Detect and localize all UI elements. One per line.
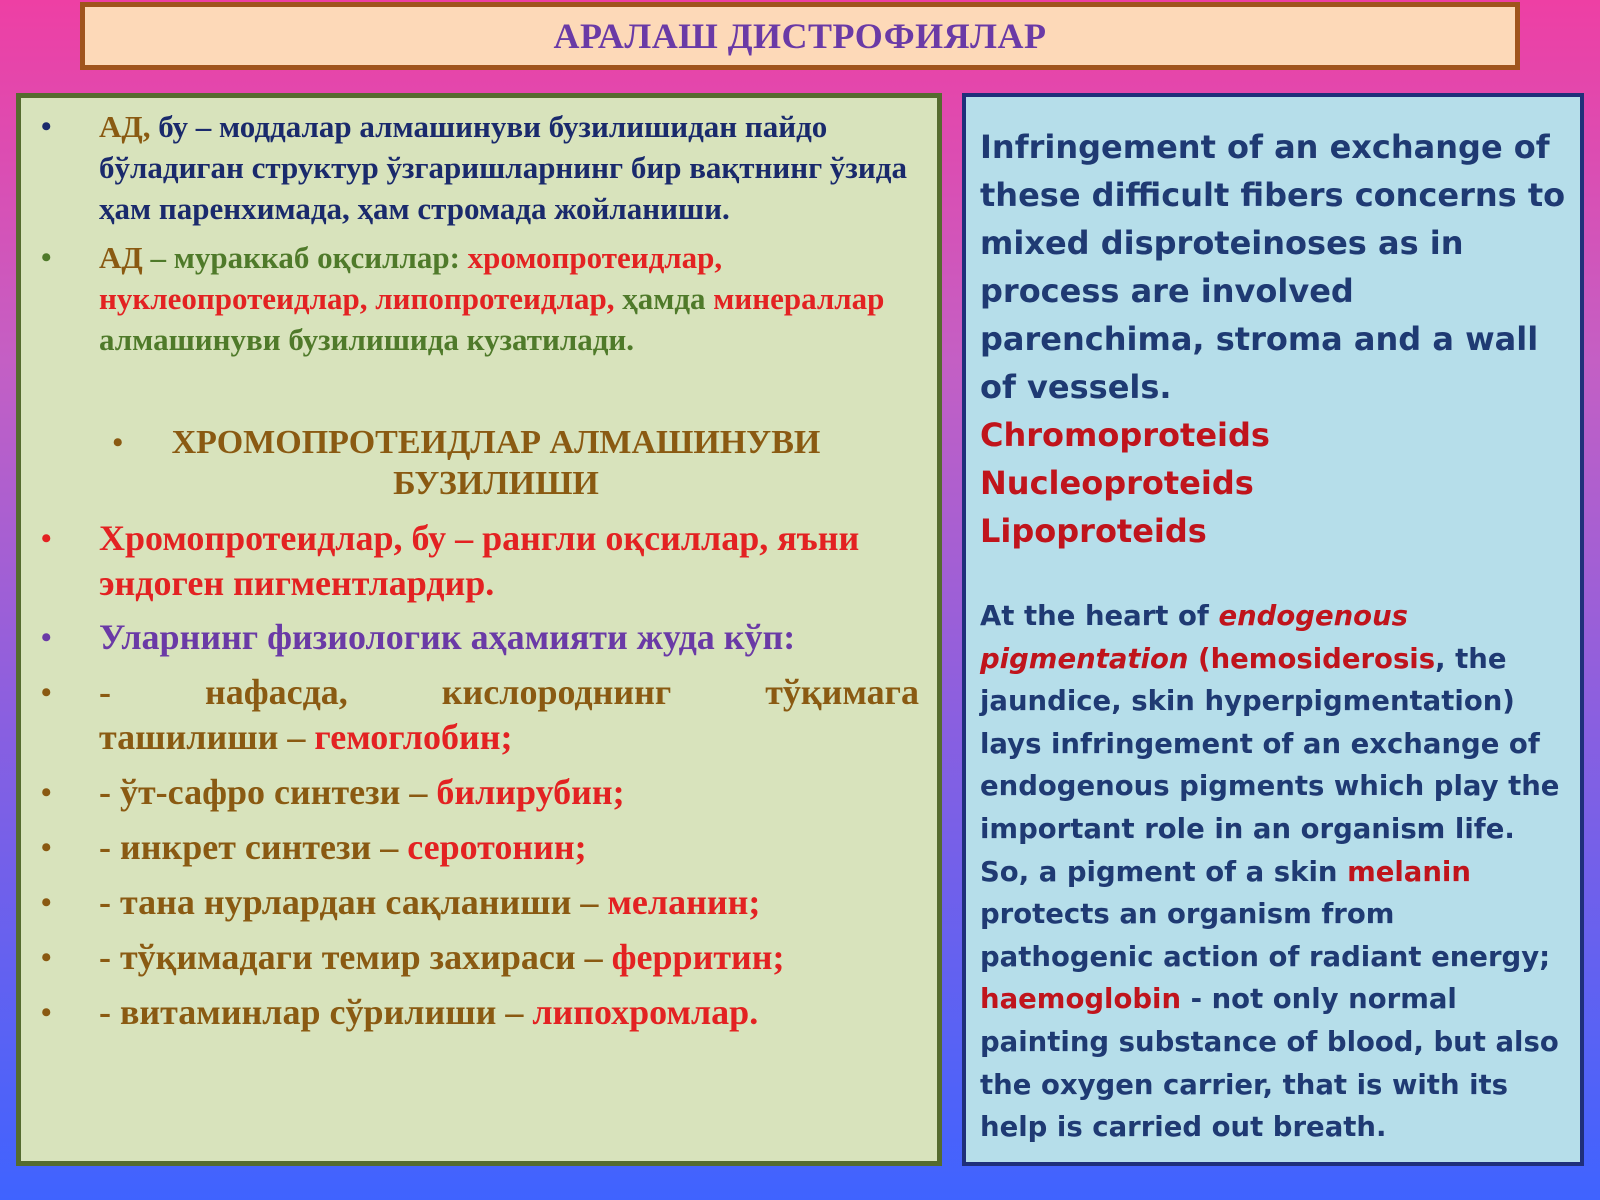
bullet: • [41, 676, 52, 709]
text-run: protects an organism from pathogenic action of radiant energy; [980, 898, 1551, 973]
english-pigmentation-text [980, 595, 1566, 1149]
pigment-name: гемоглобин; [314, 717, 513, 757]
pigment-name: липохромлар. [532, 992, 759, 1032]
list-item [41, 670, 919, 760]
haemoglobin-term: haemoglobin [980, 983, 1182, 1016]
red-term-lipoproteids: Lipoproteids [980, 512, 1207, 550]
function-text: - тана нурлардан сақланиши – [99, 882, 608, 922]
list-item [41, 770, 919, 815]
english-intro-text: Infringement of an exchange of these difficult fibers concerns to mixed disproteinoses as in process are involved parenchima, stroma and a wall of vessels. [980, 128, 1566, 406]
pigment-name: серотонин; [407, 827, 587, 867]
item2-mid-text: ҳамда [614, 281, 714, 316]
item2-red-terms: хромопротеидлар, нуклеопротеидлар, липопротеидлар, [99, 240, 723, 316]
item2-red-minerals: минераллар [713, 281, 885, 316]
red-term-chromoproteids: Chromoproteids [980, 416, 1270, 454]
function-text: - ўт-сафро синтези – [99, 772, 437, 812]
bullet: • [41, 776, 52, 809]
list-item [41, 516, 919, 606]
function-text: - инкрет синтези – [99, 827, 408, 867]
list-item [41, 990, 919, 1035]
list-item [41, 880, 919, 925]
bullet: • [112, 426, 123, 459]
item2-dash-text: – мураккаб оқсиллар: [142, 240, 468, 275]
abbrev-ad: АД [99, 240, 143, 275]
right-panel-english [962, 93, 1584, 1166]
bullet: • [41, 831, 52, 864]
item3-text: Хромопротеидлар, бу – рангли оқсиллар, яъни эндоген пигментлардир. [99, 518, 860, 603]
pigment-name: ферритин; [611, 937, 785, 977]
left-panel-uzbek [16, 93, 942, 1166]
list-item [41, 935, 919, 980]
bullet: • [41, 886, 52, 919]
bullet: • [41, 522, 52, 555]
endogenous-pigmentation-term: endogenous pigmentation [980, 600, 1409, 675]
bullet: • [41, 996, 52, 1029]
abbrev-ad: АД, [99, 109, 151, 144]
pigment-name: меланин; [607, 882, 761, 922]
list-item [41, 615, 919, 660]
subheading-text: ХРОМОПРОТЕИДЛАР АЛМАШИНУВИ БУЗИЛИШИ [171, 424, 821, 502]
function-text-line1: - нафасда, кислороднинг тўқимага [99, 672, 919, 712]
text-run: At the heart of [980, 600, 1219, 632]
hemosiderosis-term: (hemosiderosis [1188, 642, 1436, 675]
slide-title: АРАЛАШ ДИСТРОФИЯЛАР [80, 2, 1520, 70]
list-item [41, 106, 919, 229]
bullet: • [41, 110, 52, 143]
bullet: • [41, 621, 52, 654]
function-text: - витаминлар сўрилиши – [99, 992, 533, 1032]
list-item [41, 825, 919, 870]
pigment-name: билирубин; [436, 772, 625, 812]
subheading [41, 422, 919, 504]
bullet: • [41, 241, 52, 274]
red-term-nucleoproteids: Nucleoproteids [980, 464, 1254, 502]
function-text: - тўқимадаги темир захираси – [99, 937, 612, 977]
bullet: • [41, 941, 52, 974]
melanin-term: melanin [1347, 855, 1471, 888]
text-run: , the jaundice, skin hyperpigmentation) lays infringement of an exchange of endogenous pigments which play the important role in an organism life. So, a pigment of a skin [980, 642, 1560, 888]
item2-end-text: алмашинуви бузилишида кузатилади. [99, 322, 635, 357]
list-item [41, 237, 919, 360]
function-text-line2: ташилиши – гемоглобин; [99, 717, 513, 757]
definition-text: бу – моддалар алмашинуви бузилишидан пайдо бўладиган структур ўзгаришларнинг бир вақтнинг ўзида ҳам паренхимада, ҳам стромада жойланиши. [99, 109, 907, 226]
item4-text: Уларнинг физиологик аҳамияти жуда кўп: [99, 617, 796, 657]
text-run: - not only normal painting substance of blood, but also the oxygen carrier, that is with its help is carried out breath. [980, 983, 1559, 1144]
